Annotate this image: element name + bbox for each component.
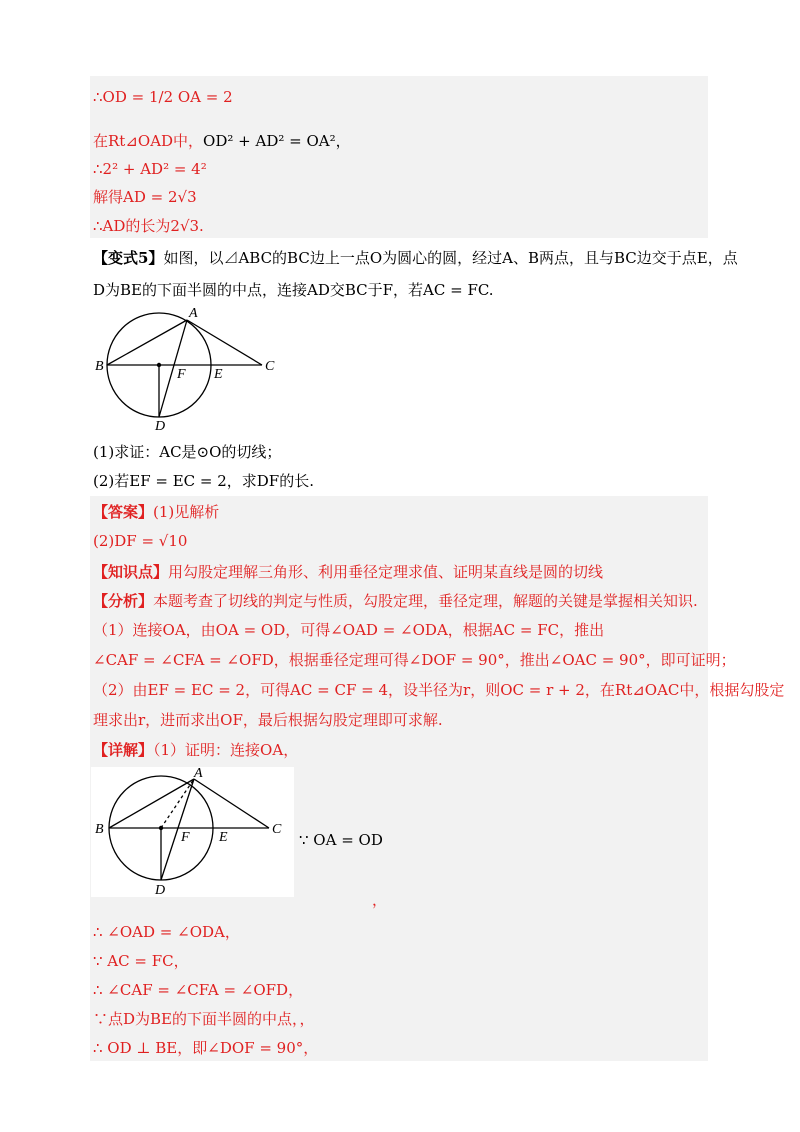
label-e-2: E — [219, 830, 228, 845]
detail-step-5: ∴ OD ⊥ BE，即∠DOF = 90°， — [93, 1039, 319, 1057]
label-b: B — [95, 359, 104, 374]
stray-comma: ， — [372, 891, 388, 909]
question-1: (1)求证：AC是⊙O的切线； — [93, 443, 282, 461]
label-f-2: F — [181, 830, 190, 845]
geometry-figure-2 — [91, 767, 294, 897]
detail-step-4: ∵点D为BE的下面半圆的中点，， — [93, 1010, 315, 1028]
label-d: D — [155, 419, 166, 432]
detail-intro: 【详解】（1）证明：连接OA， — [93, 741, 299, 759]
detail-step-1: ∴ ∠OAD = ∠ODA， — [93, 923, 240, 941]
solution-line-4: 解得AD = 2√3 — [93, 188, 197, 206]
problem-line-2: D为BE的下面半圆的中点，连接AD交BC于F，若AC = FC. — [93, 281, 494, 299]
label-a: A — [189, 306, 198, 321]
solution-line-3: ∴2² + AD² = 4² — [93, 160, 207, 178]
solution-line-5: ∴AD的长为2√3. — [93, 217, 204, 235]
segment-ac-2 — [194, 779, 269, 828]
detail-step-2: ∵ AC = FC， — [93, 952, 189, 970]
center-o-2 — [159, 826, 163, 830]
problem-tag: 【变式5】 — [93, 249, 164, 267]
answer-line-1: 【答案】(1)见解析 — [93, 503, 220, 521]
analysis-line-1: 【分析】本题考查了切线的判定与性质，勾股定理，垂径定理，解题的关键是掌握相关知识. — [93, 592, 698, 610]
geometry-figure-1 — [92, 302, 282, 432]
label-a-2: A — [194, 767, 203, 781]
center-o — [157, 363, 161, 367]
analysis-line-4: （2）由EF = EC = 2，可得AC = CF = 4，设半径为r，则OC = r + 2，在Rt⊿OAC中，根据勾股定 — [93, 681, 785, 699]
segment-ba — [107, 320, 187, 365]
label-e: E — [214, 367, 223, 382]
label-c-2: C — [272, 822, 282, 837]
label-c: C — [265, 359, 275, 374]
detail-step-3: ∴ ∠CAF = ∠CFA = ∠OFD， — [93, 981, 304, 999]
segment-ac — [187, 320, 262, 365]
analysis-line-5: 理求出r，进而求出OF，最后根据勾股定理即可求解. — [93, 711, 443, 729]
solution-line-1: ∴OD = 1/2 OA = 2 — [93, 88, 233, 106]
since-oa-od: ∵ OA = OD — [299, 831, 383, 849]
label-f: F — [177, 367, 186, 382]
label-d-2: D — [155, 883, 166, 897]
question-2: (2)若EF = EC = 2，求DF的长. — [93, 472, 314, 490]
problem-line-1: 【变式5】如图，以⊿ABC的BC边上一点O为圆心的圆，经过A、B两点，且与BC边交于点E，点 — [93, 249, 738, 267]
solution-line-2: 在Rt⊿OAD中，OD² + AD² = OA²， — [93, 132, 351, 150]
knowledge-line: 【知识点】用勾股定理解三角形、利用垂径定理求值、证明某直线是圆的切线 — [93, 563, 604, 581]
segment-ba-2 — [109, 779, 194, 828]
analysis-line-2: （1）连接OA，由OA = OD，可得∠OAD = ∠ODA，根据AC = FC，推出 — [93, 621, 605, 639]
segment-oa-dashed — [161, 779, 194, 828]
answer-line-2: (2)DF = √10 — [93, 532, 188, 550]
analysis-line-3: ∠CAF = ∠CFA = ∠OFD，根据垂径定理可得∠DOF = 90°，推出∠OAC = 90°，即可证明； — [93, 651, 736, 669]
label-b-2: B — [95, 822, 104, 837]
